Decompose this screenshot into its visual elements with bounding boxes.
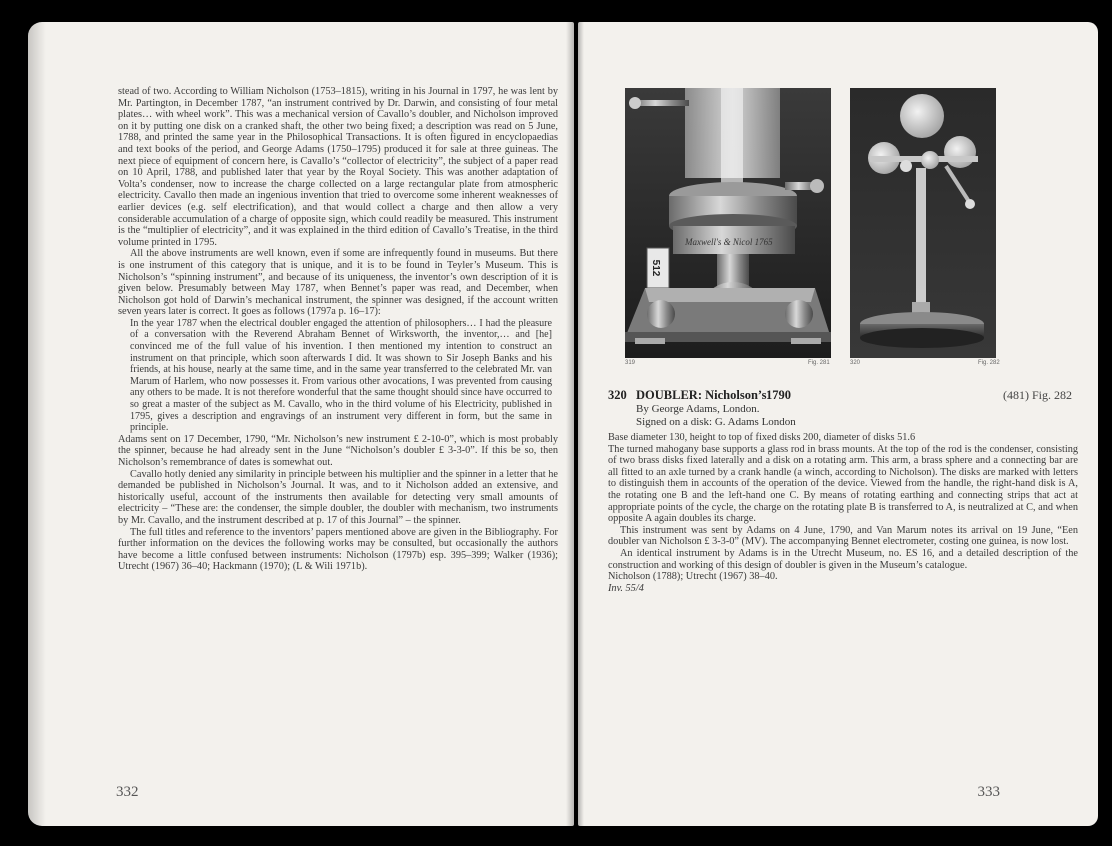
comparison-paragraph: An identical instrument by Adams is in the Utrecht Museum, no. ES 16, and a detailed description of the construction and working of this design of doubler is given in the Museum’s catalogue. (608, 547, 1078, 571)
left-page (28, 22, 574, 826)
description-paragraph: The turned mahogany base supports a glass rod in brass mounts. At the top of the rod is the condenser, consisting of two brass disks fixed laterally and a disk on a rotating arm. This arm, a brass sphere and a connecting bar are all fitted to an axle turned by a crank handle (a winch, according to Nicholson). The disks are marked with letters to distinguish them in accounts of the operation of the device. Viewed from the handle, the right-hand disk is A, the rotating one B and the left-hand one C. By means of rotating earthing and connecting strips that act at appropriate points of the cycle, the charge on the rotating plate B is transferred to A, is neutralized at C, and when opposite A again doubles its charge. (608, 443, 1078, 525)
left-paragraph-2: All the above instruments are well known, even if some are infrequently found in museums. But there is one instrument of this category that is unique, and it is to be found in Teyler’s Museum. This is Nicholson’s “spinning instrument”, and because of its uniqueness, the inventor’s own description of it is given below. Presumably between May 1787, when Bennet’s paper was read, and December, when Nicholson got hold of Darwin’s mechanical instrument, the spinner was designed, if the account written seven years later is correct. It goes as follows (1797a p. 16–17): (118, 248, 558, 318)
catalogue-entry-header (608, 388, 1078, 429)
entry-number: 320 (608, 388, 627, 402)
page-edge-shadow (28, 22, 46, 826)
page-number-left: 332 (116, 784, 139, 800)
right-page-text (608, 432, 1078, 594)
block-quote: In the year 1787 when the electrical doubler engaged the attention of philosophers… I had the pleasure of a conversation with the Reverend Abraham Bennet of Wirksworth, the inventor,… and [he] convinced me of the full value of his invention. I then mentioned my intention to construct an instrument on that principle, which soon afterwards I did. It was shown to Sir Joseph Banks and his friends, at his house, nearly at the same time, and in the same year transferred to the celebrated Mr. van Marum of Harlem, who now possesses it. From various other avocations, I was prevented from causing any others to be made. It is not therefore wonderful that the same thought should since have occurred to so great a master of the subject as M. Cavallo, who in the third volume of his Electricity, published in 1795, gives a description and engravings of an instrument very different in form, but the same in principle. (130, 317, 552, 434)
page-number-right: 333 (977, 784, 1000, 800)
entry-maker: By George Adams, London. (636, 403, 760, 415)
figure-label-281: Fig. 281 (808, 360, 830, 366)
entry-title: DOUBLER: Nicholson’s (636, 388, 767, 402)
left-page-text (118, 86, 558, 573)
figure-number-320: 320 (850, 360, 861, 366)
figure-label-282: Fig. 282 (978, 360, 1000, 366)
book-gutter (566, 22, 584, 826)
doubler-full-image (850, 88, 996, 358)
entry-signature: Signed on a disk: G. Adams London (636, 416, 796, 428)
photo-319 (625, 88, 831, 358)
entry-reference: (481) Fig. 282 (1003, 388, 1072, 402)
entry-year: 1790 (766, 388, 791, 402)
left-paragraph-5: Cavallo hotly denied any similarity in principle between his multiplier and the spinner in a letter that he demanded be published in Nicholson’s Journal. It was, and to it Nicholson added an extensive, and historically useful, account of the instruments then available for detecting very small amounts of electricity – “These are: the condenser, the simple doubler, the doubler with mechanism, two instruments by Mr. Cavallo, and the instrument described at p. 17 of this Journal” – the spinner. (118, 468, 558, 526)
figure-number-319: 319 (625, 360, 636, 366)
left-paragraph-1: stead of two. According to William Nicholson (1753–1815), writing in his Journal in 1797, he was lent by Mr. Partington, in December 1787, “an instrument contrived by Dr. Darwin, and consisting of four metal plates… with wheel work”. This was a mechanical version of Cavallo’s doubler, and Nicholson improved on it by putting one disk on a cranked shaft, the other two being fixed; a description was read on 5 June, 1788, and printed the same year in the Philosophical Transactions. It is often figured in encyclopaedias and text books of the period, and George Adams (1750–1795) produced it for sale at three guineas. The next piece of equipment of concern here, is Cavallo’s “collector of electricity”, the subject of a paper read on 10 April, 1788, and published later that year by the Royal Society. This was another adaptation of Volta’s condenser, now to increase the charge collected on a large rectangular plate from atmospheric electricity. Cavallo then made an ingenious invention that tried to overcome some inherent weaknesses of earlier devices (e.g. self electrification), and that would collect a charge and then allow a very considerable accumulation of a charge of opposite sign, which could readily be measured. This instrument is the “multiplier of electricity”, and it was explained in the third edition of Cavallo’s Treatise, in the third volume printed in 1795. (118, 86, 558, 248)
references-line: Nicholson (1788); Utrecht (1967) 38–40. (608, 571, 778, 583)
engraved-signature: Maxwell's & Nicol 1765 (685, 237, 773, 247)
right-page (578, 22, 1098, 826)
inventory-number: Inv. 55/4 (608, 582, 644, 594)
left-paragraph-6: The full titles and reference to the inventors’ papers mentioned above are given in the Bibliography. For further information on the devices the following works may be consulted, but occasionally the authors have become a little confused between instruments: Nicholson (1797b) esp. 395–399; Walker (1936); Utrecht (1967) 36–40; Hackmann (1970); (L & Wili 1971b). (118, 526, 558, 573)
inventory-tag: 512 (650, 259, 661, 277)
left-paragraph-4: Adams sent on 17 December, 1790, “Mr. Nicholson’s new instrument £ 2-10-0”, which is most probably the spinner, because he had already sent in the June “Nicholson’s doubler £ 3-3-0”. If this be so, then Nicholson’s remembrance of dates is somewhat out. (118, 433, 558, 468)
photo-320 (850, 88, 996, 358)
doubler-detail-image (625, 88, 831, 358)
provenance-paragraph: This instrument was sent by Adams on 4 June, 1790, and Van Marum notes its arrival on 19 June, “Een doubler van Nicholson £ 3-3-0” (MV). The accompanying Bennet electrometer, costing one guinea, is now lost. (608, 524, 1078, 548)
dimensions-line: Base diameter 130, height to top of fixed disks 200, diameter of disks 51.6 (608, 432, 916, 443)
